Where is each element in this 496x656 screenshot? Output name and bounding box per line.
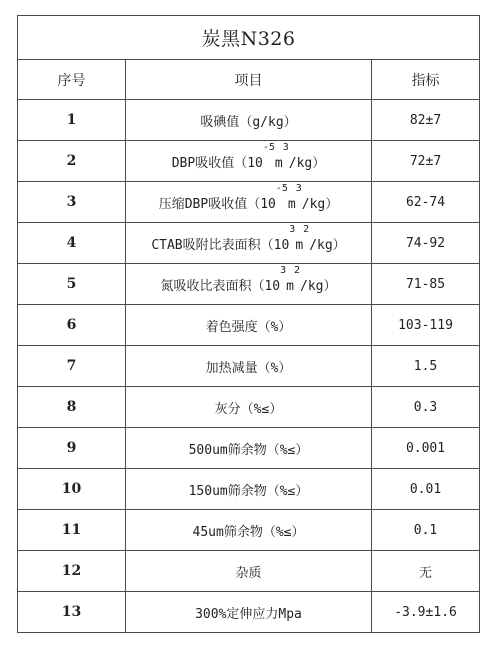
- row-value: -3.9±1.6: [372, 592, 480, 633]
- row-value: 74-92: [372, 223, 480, 264]
- table-row: [18, 510, 480, 551]
- table-row: [18, 264, 480, 305]
- table-row: [18, 469, 480, 510]
- row-no: 8: [18, 387, 126, 428]
- header-row: [18, 60, 480, 100]
- table-row: [18, 305, 480, 346]
- table-row: [18, 387, 480, 428]
- row-no: 5: [18, 264, 126, 305]
- table-row: [18, 100, 480, 141]
- row-no: 10: [18, 469, 126, 510]
- row-no: 13: [18, 592, 126, 633]
- row-value: 1.5: [372, 346, 480, 387]
- row-item: 300%定伸应力Mpa: [126, 592, 372, 633]
- row-item: DBP吸收值$(10^{-5}m^3/kg)$: [126, 141, 372, 182]
- table-title: 炭黑N326: [18, 16, 480, 60]
- row-item: CTAB吸附比表面积$(10^3m^2/kg)$: [126, 223, 372, 264]
- row-no: 12: [18, 551, 126, 592]
- row-value: 72±7: [372, 141, 480, 182]
- row-value: 82±7: [372, 100, 480, 141]
- row-no: 6: [18, 305, 126, 346]
- row-item: 吸碘值（g/kg）: [126, 100, 372, 141]
- row-value: 71-85: [372, 264, 480, 305]
- table-row: [18, 551, 480, 592]
- header-no: 序号: [18, 60, 126, 100]
- row-no: 9: [18, 428, 126, 469]
- row-item: 150um筛余物（%≤）: [126, 469, 372, 510]
- row-no: 3: [18, 182, 126, 223]
- row-item: 着色强度（%）: [126, 305, 372, 346]
- row-no: 2: [18, 141, 126, 182]
- row-item: 氮吸收比表面积$(10^3m^2/kg)$: [126, 264, 372, 305]
- row-value: 0.3: [372, 387, 480, 428]
- row-item: 加热减量（%）: [126, 346, 372, 387]
- row-value: 0.01: [372, 469, 480, 510]
- header-value: 指标: [372, 60, 480, 100]
- spec-table-body: [18, 16, 480, 633]
- spec-table: [17, 15, 480, 633]
- table-row: [18, 223, 480, 264]
- row-value: 0.001: [372, 428, 480, 469]
- row-no: 11: [18, 510, 126, 551]
- row-item: 杂质: [126, 551, 372, 592]
- row-value: 无: [372, 551, 480, 592]
- table-row: [18, 182, 480, 223]
- row-no: 1: [18, 100, 126, 141]
- row-item: 灰分（%≤）: [126, 387, 372, 428]
- row-value: 103-119: [372, 305, 480, 346]
- table-row: [18, 592, 480, 633]
- row-no: 4: [18, 223, 126, 264]
- row-item: 压缩DBP吸收值$(10^{-5}m^3/kg)$: [126, 182, 372, 223]
- table-row: [18, 428, 480, 469]
- row-no: 7: [18, 346, 126, 387]
- title-row: [18, 16, 480, 60]
- row-value: 62-74: [372, 182, 480, 223]
- row-item: 500um筛余物（%≤）: [126, 428, 372, 469]
- row-item: 45um筛余物（%≤）: [126, 510, 372, 551]
- table-row: [18, 141, 480, 182]
- table-row: [18, 346, 480, 387]
- header-item: 项目: [126, 60, 372, 100]
- row-value: 0.1: [372, 510, 480, 551]
